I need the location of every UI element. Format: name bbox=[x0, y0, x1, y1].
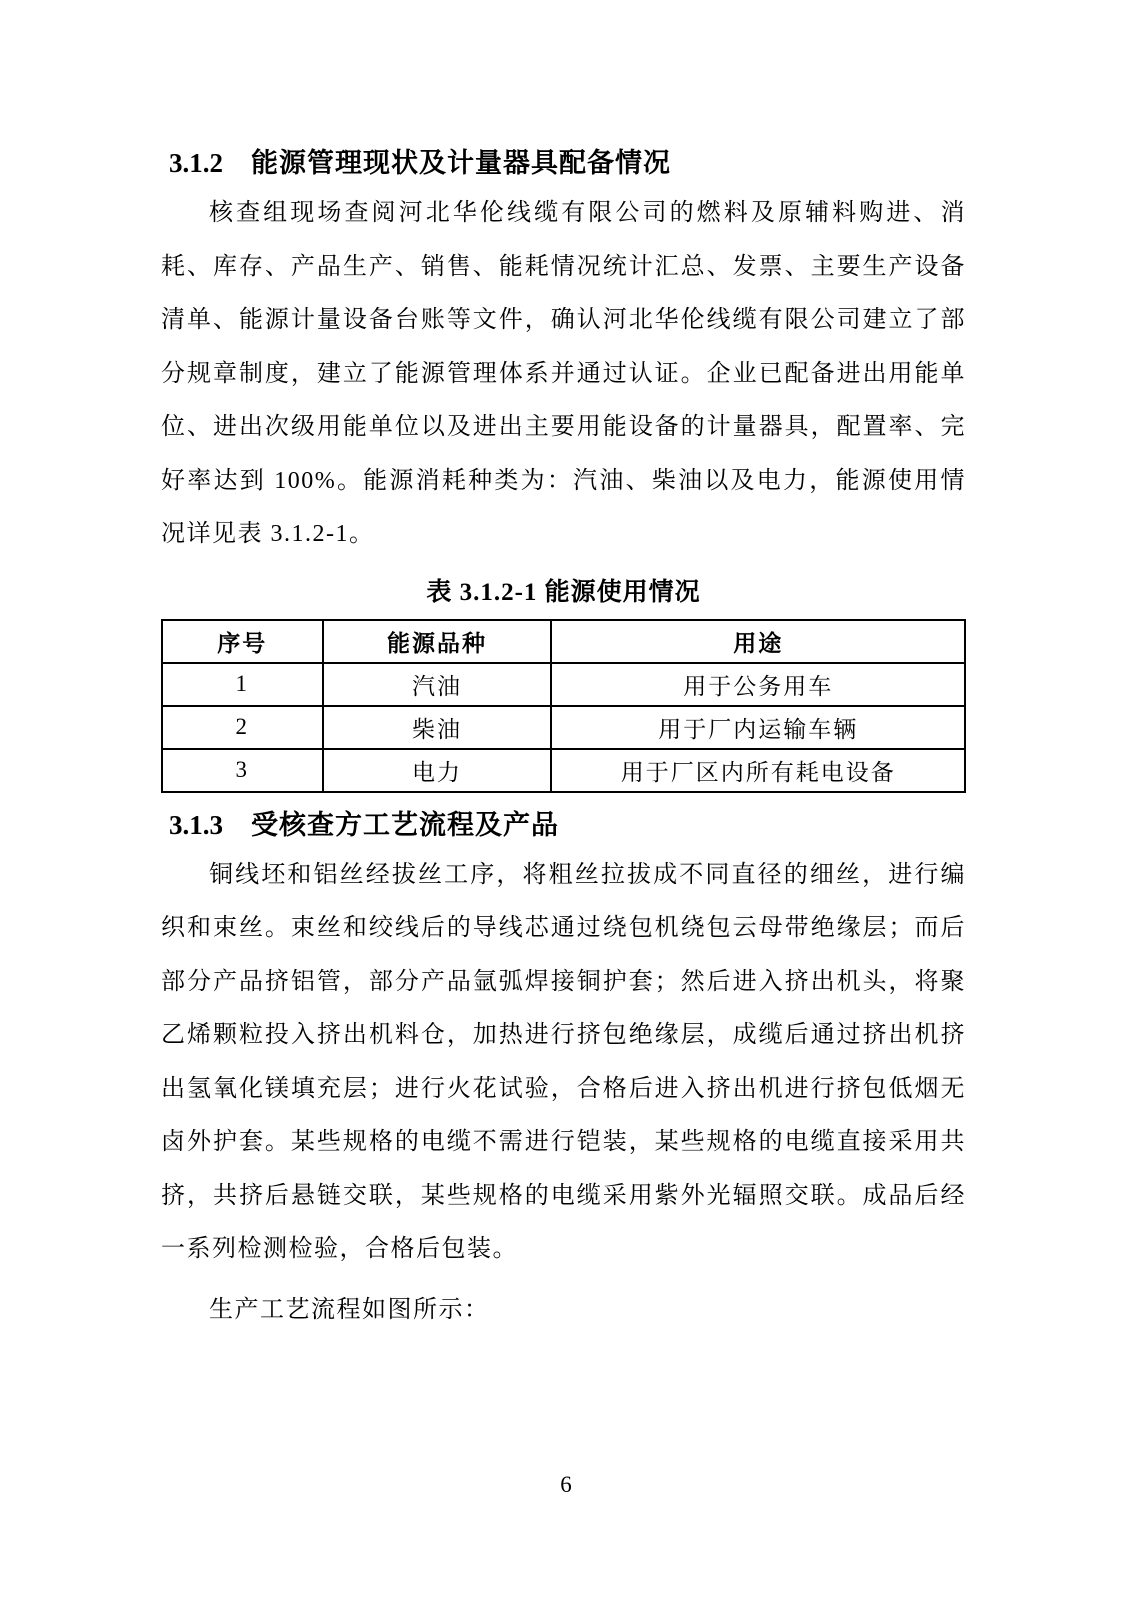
cell-usage: 用于公务用车 bbox=[551, 663, 965, 706]
table-row bbox=[162, 663, 965, 706]
header-cell-usage: 用途 bbox=[551, 620, 965, 663]
page-number: 6 bbox=[560, 1472, 572, 1497]
table-header-row bbox=[162, 620, 965, 663]
cell-energy-type: 汽油 bbox=[323, 663, 552, 706]
cell-index: 1 bbox=[162, 663, 323, 706]
section-heading-3-1-3 bbox=[161, 808, 966, 842]
cell-index: 2 bbox=[162, 706, 323, 749]
section-number: 3.1.3 bbox=[169, 809, 223, 840]
table-row bbox=[162, 749, 965, 792]
paragraph-process-figure-intro: 生产工艺流程如图所示： bbox=[209, 1296, 490, 1323]
cell-usage: 用于厂区内所有耗电设备 bbox=[551, 749, 965, 792]
cell-index: 3 bbox=[162, 749, 323, 792]
energy-usage-table bbox=[161, 619, 966, 793]
paragraph-process-flow: 铜线坯和铝丝经拔丝工序，将粗丝拉拔成不同直径的细丝，进行编织和束丝。束丝和绞线后的导线芯通过绕包机绕包云母带绝缘层；而后部分产品挤铝管，部分产品氩弧焊接铜护套；然后进入挤出机头，将聚乙烯颗粒投入挤出机料仓，加热进行挤包绝缘层，成缆后通过挤出机挤出氢氧化镁填充层；进行火花试验，合格后进入挤出机进行挤包低烟无卤外护套。某些规格的电缆不需进行铠装，某些规格的电缆直接采用共挤，共挤后悬链交联，某些规格的电缆采用紫外光辐照交联。成品后经一系列检测检验，合格后包装。 bbox=[161, 861, 966, 1262]
table-row bbox=[162, 706, 965, 749]
cell-energy-type: 柴油 bbox=[323, 706, 552, 749]
header-cell-index: 序号 bbox=[162, 620, 323, 663]
header-cell-energy-type: 能源品种 bbox=[323, 620, 552, 663]
section-title: 受核查方工艺流程及产品 bbox=[251, 809, 559, 840]
section-number: 3.1.2 bbox=[169, 148, 223, 178]
section-title: 能源管理现状及计量器具配备情况 bbox=[251, 148, 671, 178]
energy-table-body bbox=[162, 663, 965, 792]
table-caption: 表 3.1.2-1 能源使用情况 bbox=[426, 578, 701, 606]
cell-energy-type: 电力 bbox=[323, 749, 552, 792]
section-heading-3-1-2 bbox=[161, 146, 966, 180]
paragraph-energy-management: 核查组现场查阅河北华伦线缆有限公司的燃料及原辅料购进、消耗、库存、产品生产、销售、能耗情况统计汇总、发票、主要生产设备清单、能源计量设备台账等文件，确认河北华伦线缆有限公司建立了部分规章制度，建立了能源管理体系并通过认证。企业已配备进出用能单位、进出次级用能单位以及进出主要用能设备的计量器具，配置率、完好率达到 100%。能源消耗种类为：汽油、柴油以及电力，能源使用情况详见表 3.1.2-1。 bbox=[161, 200, 966, 547]
cell-usage: 用于厂内运输车辆 bbox=[551, 706, 965, 749]
